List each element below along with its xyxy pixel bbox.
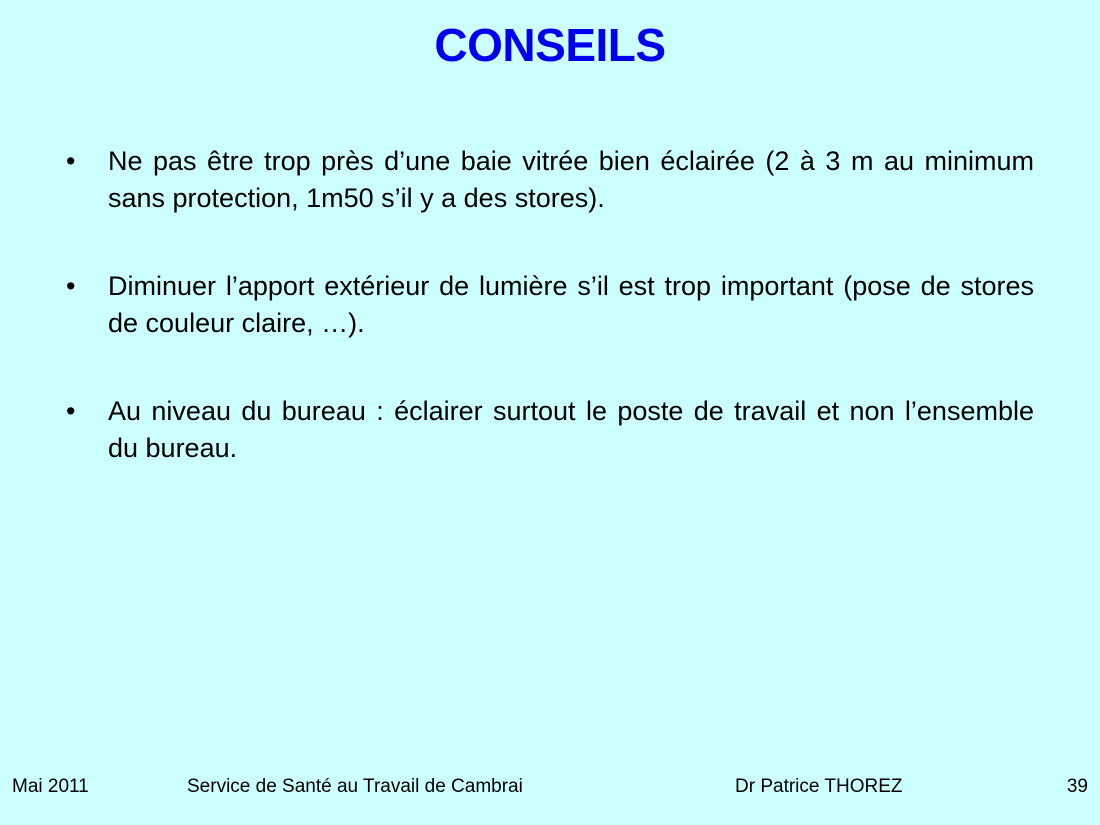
bullet-list: [62, 143, 1034, 518]
page-number: 39: [1066, 776, 1088, 797]
bullet-icon: •: [66, 396, 76, 426]
footer-service: Service de Santé au Travail de Cambrai: [187, 776, 523, 797]
list-item: [62, 268, 1034, 342]
bullet-icon: •: [66, 146, 76, 176]
bullet-icon: •: [66, 271, 76, 301]
footer-author: Dr Patrice THOREZ: [735, 776, 903, 797]
bullet-text: Diminuer l’apport extérieur de lumière s’il est trop important (pose de stores de couleur claire, …).: [108, 271, 1034, 338]
bullet-text: Ne pas être trop près d’une baie vitrée bien éclairée (2 à 3 m au minimum sans protection, 1m50 s’il y a des stores).: [108, 146, 1034, 213]
list-item: [62, 393, 1034, 467]
slide-title: CONSEILS: [434, 19, 666, 71]
list-item: [62, 143, 1034, 217]
footer-date: Mai 2011: [12, 776, 89, 797]
bullet-text: Au niveau du bureau : éclairer surtout le poste de travail et non l’ensemble du bureau.: [108, 396, 1034, 463]
